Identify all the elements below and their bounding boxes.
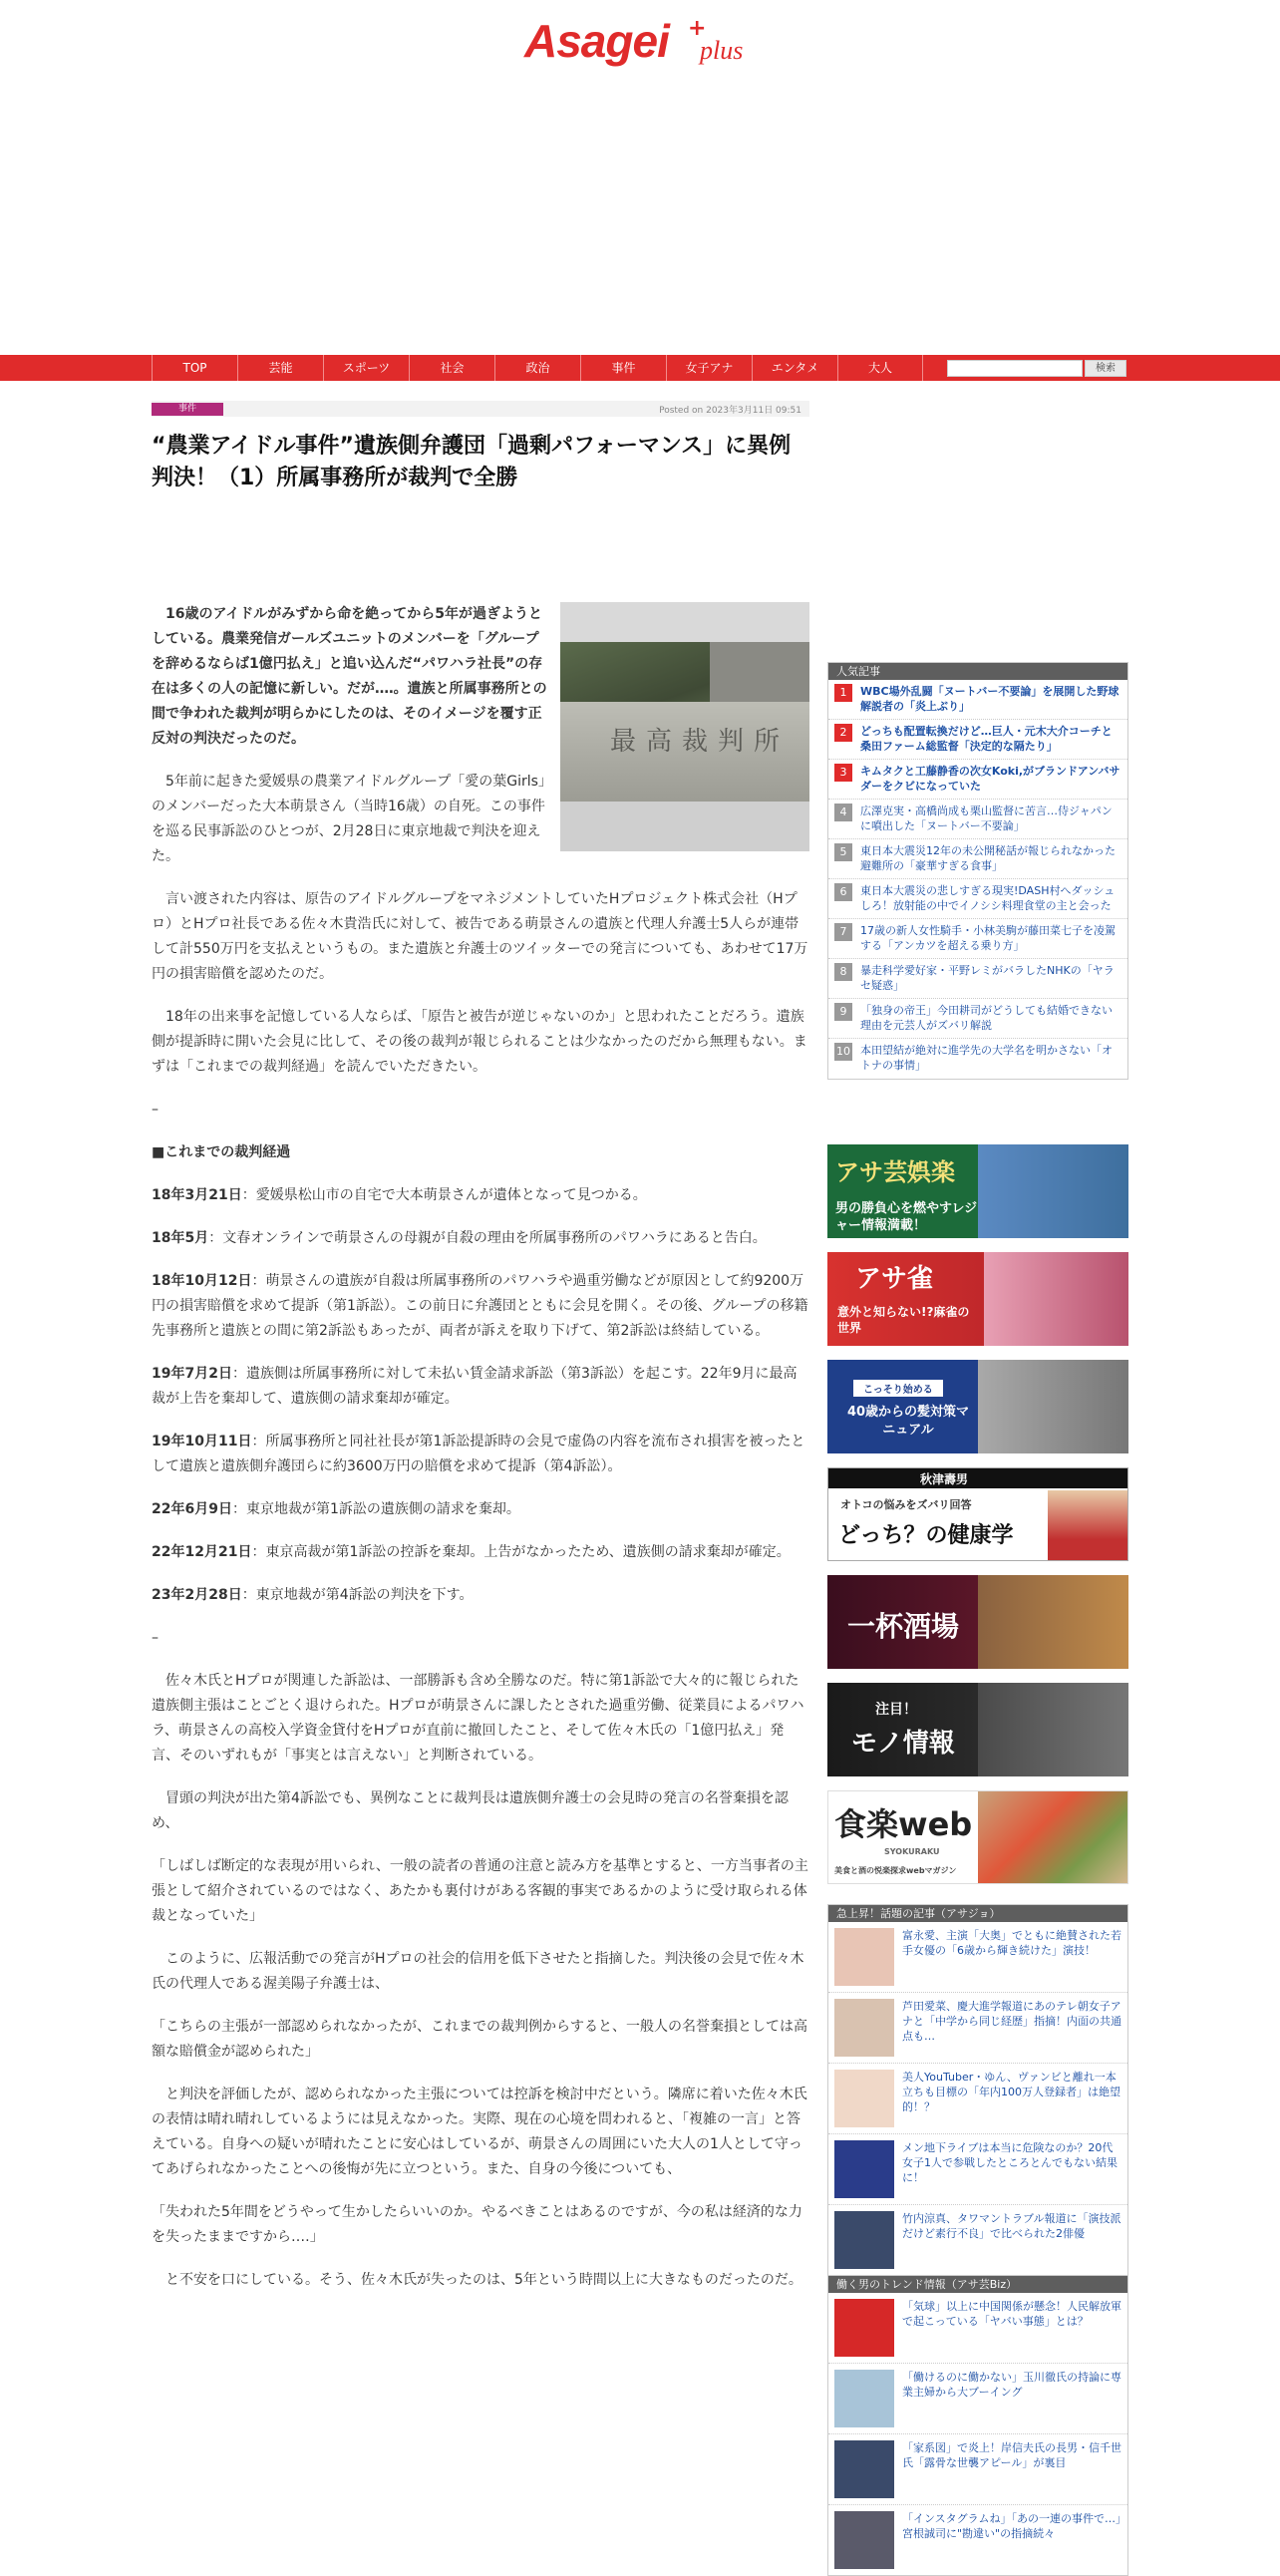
site-header (0, 0, 1280, 355)
trending-thumb (834, 1928, 894, 1986)
paragraph: と不安を口にしている。そう、佐々木氏が失ったのは、5年という時間以上に大きなものだったのだ。 (165, 2272, 802, 2288)
trending-title: 急上昇！話題の記事（アサジョ） (828, 1905, 1127, 1922)
popular-item[interactable]: 6 東日本大震災の悲しすぎる現実!DASH村へダッシュしろ！放射能の中でイノシシ料理食堂の主と会った (828, 879, 1127, 919)
trending-thumb (834, 2140, 894, 2198)
food-photo (978, 1791, 1128, 1884)
trending-item[interactable]: 竹内涼真、タワマントラブル報道に「演技派だけど素行不良」で比べられた2俳優 (828, 2205, 1127, 2275)
timeline-entry: 18年3月21日：愛媛県松山市の自宅で大本萌景さんが遺体となって見つかる。 (152, 1187, 647, 1203)
biz-trend-thumb (834, 2370, 894, 2427)
logo-plus-text: plus (700, 36, 744, 65)
asajan-banner[interactable]: アサ雀 意外と知らない!?麻雀の世界 (827, 1252, 1128, 1346)
site-logo[interactable] (524, 14, 756, 74)
popular-item[interactable]: 2 どっちも配置転換だけど…巨人・元木大介コーチと桑田ファーム総監督「決定的な隔たり」 (828, 720, 1127, 760)
paragraph: 佐々木氏とHプロが関連した訴訟は、一部勝訴も含め全勝なのだ。特に第1訴訟で大々的に報じられた遺族側主張はことごとく退けられた。Hプロが萌景さんに課したとされた過重労働、従業員によるパワハラ、萌景さんの高校入学資金貸付をHプロが直前に撤回したこと、そして佐々木氏の「1億円払え」発言、そのいずれもが「事実とは言えない」と判断されている。 (152, 1673, 804, 1764)
timeline-entry: 23年2月28日：東京地裁が第4訴訟の判決を下す。 (152, 1587, 474, 1603)
main-nav-bar (0, 355, 1280, 381)
trending-item[interactable]: 芦田愛菜、慶大進学報道にあのテレ朝女子アナと「中学から同じ経歴」指摘！内面の共通点も… (828, 1993, 1127, 2064)
article (152, 401, 809, 2288)
nav-adult[interactable]: 大人 (837, 355, 923, 381)
article-body (152, 602, 809, 2311)
health-column-banner[interactable]: 秋津壽男 オトコの悩みをズバリ回答 どっち？の健康学 (827, 1467, 1128, 1561)
shokuraku-web-banner[interactable]: 食楽web SYOKURAKU 美食と酒の悦楽探求webマガジン (827, 1790, 1128, 1884)
mono-info-banner[interactable]: 注目！ モノ情報 (827, 1683, 1128, 1776)
popular-item[interactable]: 7 17歳の新人女性騎手・小林美駒が藤田菜七子を凌駕する「アンカツを超える乗り方」 (828, 919, 1127, 959)
timeline-entry: 18年5月：文春オンラインで萌景さんの母親が自殺の理由を所属事務所のパワハラにあると告白。 (152, 1230, 767, 1246)
trending-thumb (834, 1999, 894, 2057)
category-badge[interactable]: 事件 (152, 403, 223, 416)
biz-trend-item[interactable]: 「気球」以上に中国関係が懸念！人民解放軍で起こっている「ヤバい事態」とは？ (828, 2293, 1127, 2364)
popular-articles (827, 662, 1128, 1080)
trending-thumb (834, 2070, 894, 2127)
biz-trend-thumb (834, 2440, 894, 2498)
biz-trend-item[interactable]: 「働けるのに働かない」玉川徹氏の持論に専業主婦から大ブーイング (828, 2364, 1127, 2434)
nav-sports[interactable]: スポーツ (323, 355, 409, 381)
nav-society[interactable]: 社会 (409, 355, 494, 381)
popular-item[interactable]: 1 WBC場外乱闘「ヌートバー不要論」を展開した野球解説者の「炎上ぶり」 (828, 680, 1127, 720)
popular-item[interactable]: 3 キムタクと工藤静香の次女Koki,がブランドアンバサダーをクビになっていた (828, 760, 1127, 800)
search-button[interactable]: 検索 (1085, 360, 1126, 377)
search-input[interactable] (947, 360, 1083, 377)
nav-incident[interactable]: 事件 (580, 355, 666, 381)
paragraph: このように、広報活動での発言がHプロの社会的信用を低下させたと指摘した。判決後の会見で佐々木氏の代理人である渥美陽子弁護士は、 (152, 1951, 804, 1992)
nav-politics[interactable]: 政治 (494, 355, 580, 381)
popular-item[interactable]: 8 暴走科学愛好家・平野レミがバラしたNHKの「ヤラセ疑惑」 (828, 959, 1127, 999)
stone-carving-image: 最高裁判所 (610, 727, 791, 757)
biz-trend-item[interactable]: 「家系図」で炎上！岸信夫氏の長男・信千世氏「露骨な世襲アピール」が裏目 (828, 2434, 1127, 2505)
doctor-photo (1048, 1490, 1127, 1560)
asagei-goraku-banner[interactable]: アサ芸娯楽 男の勝負心を燃やすレジャー情報満載！ (827, 1144, 1128, 1238)
biz-trend-thumb (834, 2511, 894, 2569)
popular-item[interactable]: 5 東日本大震災12年の未公開秘話が報じられなかった避難所の「豪華すぎる食事」 (828, 839, 1127, 879)
trending-articles (827, 1904, 1128, 2276)
article-meta-row (152, 401, 809, 417)
timeline-heading: ■これまでの裁判経過 (152, 1144, 291, 1160)
timeline-entry: 22年12月21日：東京高裁が第1訴訟の控訴を棄却。上告がなかったため、遺族側の請求棄却が確定。 (152, 1544, 791, 1560)
quote: 「こちらの主張が一部認められなかったが、これまでの裁判例からすると、一般人の名誉棄損としては高額な賠償金が認められた」 (152, 2019, 807, 2060)
separator-dash: – (152, 1102, 159, 1118)
trending-thumb (834, 2211, 894, 2269)
paragraph: 5年前に起きた愛媛県の農業アイドルグループ「愛の葉Girls」のメンバーだった大本萌景さん（当時16歳）の自死。この事件を巡る民事訴訟のひとつが、2月28日に東京地裁で判決を迎えた。 (152, 774, 545, 864)
timeline-entry: 18年10月12日：萌景さんの遺族が自殺は所属事務所のパワハラや過重労働などが原因として約9200万円の損害賠償を求めて提訴（第1訴訟）。この前日に弁護団とともに会見を開く。その後、グループの移籍先事務所と遺族との間に第2訴訟もあったが、両者が訴えを取り下げて、第2訴訟は終結している。 (152, 1273, 808, 1339)
lead-text-a: 16歳のアイドルがみずから命を絶ってから5年が過ぎようとしている。 (152, 606, 542, 647)
nav-announcer[interactable]: 女子アナ (666, 355, 752, 381)
popular-item[interactable]: 4 広澤克実・高橋尚成も栗山監督に苦言…侍ジャパンに噴出した「ヌートバー不要論」 (828, 800, 1127, 839)
paragraph: と判決を評価したが、認められなかった主張については控訴を検討中だという。隣席に着いた佐々木氏の表情は晴れ晴れしているようには見えなかった。実際、現在の心境を問われると、「複雑の一言」と答えている。自身への疑いが晴れたことに安心はしているが、萌景さんの周囲にいた大人の1人として守ってあげられなかったことへの後悔が先に立つという。また、自身の今後についても、 (152, 2087, 807, 2177)
paragraph: 冒頭の判決が出た第4訴訟でも、異例なことに裁判長は遺族側弁護士の会見時の発言の名誉棄損を認め、 (152, 1790, 789, 1831)
popular-item[interactable]: 10 本田望結が絶対に進学先の大学名を明かさない「オトナの事情」 (836, 1044, 1113, 1072)
logo-text: Asagei (524, 15, 669, 67)
quote: 「失われた5年間をどうやって生かしたらいいのか。やるべきことはあるのですが、今の私は経済的な力を失ったままですから‥‥」 (152, 2204, 802, 2245)
hair-manual-banner[interactable]: こっそり始める 40歳からの髪対策マニュアル (827, 1360, 1128, 1453)
biz-trend-item[interactable]: 「インスタグラムね」「あの一連の事件で…」宮根誠司に"勘違い"の指摘続々 (828, 2505, 1127, 2575)
logo-cross-icon: + (688, 16, 707, 41)
timeline-entry: 19年7月2日：遺族側は所属事務所に対して未払い賃金請求訴訟（第3訴訟）を起こす。22年9月に最高裁が上告を棄却して、遺族側の請求棄却が確定。 (152, 1366, 798, 1407)
ippai-sakaba-banner[interactable]: 一杯酒場 (827, 1575, 1128, 1669)
biz-trend-title: 働く男のトレンド情報（アサ芸Biz） (828, 2276, 1127, 2293)
nav-top[interactable]: TOP (152, 355, 237, 381)
posted-date: Posted on 2023年3月11日 09:51 (659, 406, 801, 416)
lead-text-b: 農業発信ガールズユニットのメンバーを「グループを辞めるならば1億円払え」と追い込んだ“パワハラ社長”の存在は多くの人の記憶に新しい。だが‥‥。遺族と所属事務所との間で争われた裁判が明らかにしたのは、そのイメージを覆す正反対の判決だったのだ。 (152, 631, 547, 747)
quote: 「しばしば断定的な表現が用いられ、一般の読者の普通の注意と読み方を基準とすると、一方当事者の主張として紹介されているのではなく、あたかも裏付けがある客観的事実であるかのように受け取られる体裁となっていた」 (152, 1858, 808, 1924)
article-title: “農業アイドル事件”遺族側弁護団「過剰パフォーマンス」に異例判決！（1）所属事務所が裁判で全勝 (152, 434, 792, 490)
popular-item[interactable]: 9 「独身の帝王」今田耕司がどうしても結婚できない理由を元芸人がズバリ解説 (828, 999, 1127, 1039)
nav-entertainment[interactable]: エンタメ (752, 355, 837, 381)
biz-trend-thumb (834, 2299, 894, 2357)
main-nav (152, 355, 923, 381)
nav-geinou[interactable]: 芸能 (237, 355, 323, 381)
timeline-entry: 19年10月11日：所属事務所と同社社長が第1訴訟提訴時の会見で虚偽の内容を流布され損害を被ったとして遺族と遺族側弁護団らに約3600万円の賠償を求めて提訴（第4訴訟）。 (152, 1434, 805, 1474)
trending-item[interactable]: メン地下ライブは本当に危険なのか？20代女子1人で参戦したところとんでもない結果に！ (828, 2134, 1127, 2205)
separator-dash: – (152, 1630, 159, 1646)
timeline-entry: 22年6月9日：東京地裁が第1訴訟の遺族側の請求を棄却。 (152, 1501, 520, 1517)
biz-trend-articles (827, 2275, 1128, 2576)
trending-item[interactable]: 富永愛、主演「大奥」でともに絶賛された若手女優の「6歳から輝き続けた」演技！ (828, 1922, 1127, 1993)
trending-item[interactable]: 美人YouTuber・ゆん、ヴァンビと離れ一本立ちも目標の「年内100万人登録者」は絶望的！？ (828, 2064, 1127, 2134)
supreme-court-photo (560, 602, 809, 851)
paragraph: 18年の出来事を記憶している人ならば、「原告と被告が逆じゃないのか」と思われたことだろう。遺族側が提訴時に開いた会見に比して、その後の裁判が報じられることは少なかったのだから無理もない。まずは「これまでの裁判経過」を読んでいただきたい。 (152, 1009, 807, 1075)
paragraph: 言い渡された内容は、原告のアイドルグループをマネジメントしていたHプロジェクト株式会社（Hプロ）とHプロ社長である佐々木貴浩氏に対して、被告である萌景さんの遺族と代理人弁護士5人らが連帯して計550万円を支払えというもの。また遺族と弁護士のツイッターでの発言についても、あわせて17万円の損害賠償を認めたのだ。 (152, 891, 808, 982)
popular-title: 人気記事 (828, 663, 1127, 680)
